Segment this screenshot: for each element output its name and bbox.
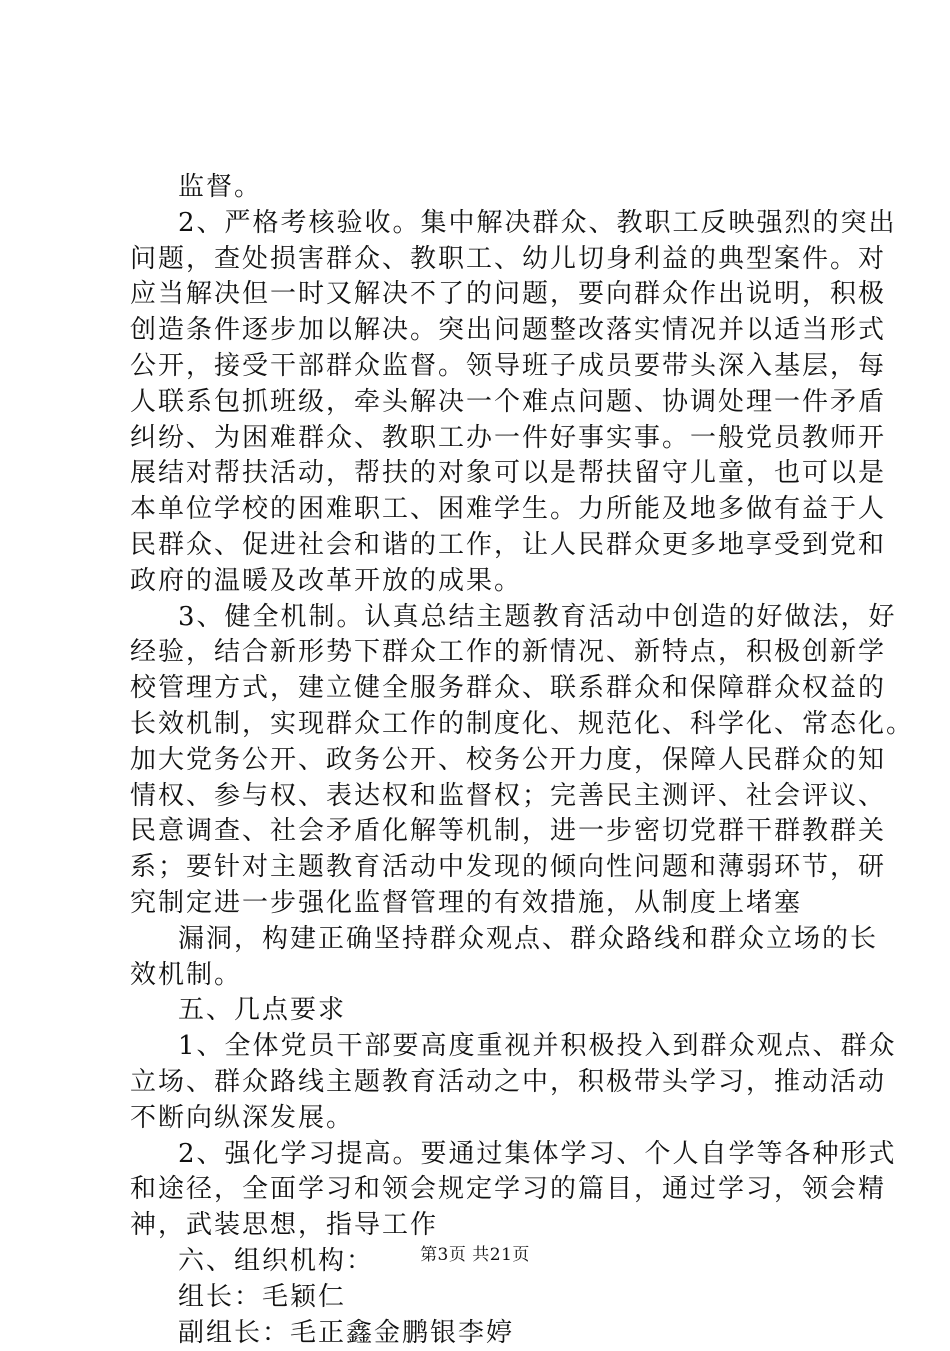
text-line: 人联系包抓班级，牵头解决一个难点问题、协调处理一件矛盾 — [130, 385, 850, 421]
text-line: 2、强化学习提高。要通过集体学习、个人自学等各种形式 — [130, 1137, 850, 1173]
text-line: 组长：毛颖仁 — [130, 1280, 850, 1316]
text-line: 问题，查处损害群众、教职工、幼儿切身利益的典型案件。对 — [130, 242, 850, 278]
text-line: 展结对帮扶活动，帮扶的对象可以是帮扶留守儿童，也可以是 — [130, 456, 850, 492]
text-line: 创造条件逐步加以解决。突出问题整改落实情况并以适当形式 — [130, 313, 850, 349]
text-line: 校管理方式，建立健全服务群众、联系群众和保障群众权益的 — [130, 671, 850, 707]
text-line: 政府的温暖及改革开放的成果。 — [130, 564, 850, 600]
text-line: 和途径，全面学习和领会规定学习的篇目，通过学习，领会精 — [130, 1172, 850, 1208]
text-line: 1、全体党员干部要高度重视并积极投入到群众观点、群众 — [130, 1029, 850, 1065]
text-line: 应当解决但一时又解决不了的问题，要向群众作出说明，积极 — [130, 277, 850, 313]
text-line: 本单位学校的困难职工、困难学生。力所能及地多做有益于人 — [130, 492, 850, 528]
text-line: 副组长：毛正鑫金鹏银李婷 — [130, 1316, 850, 1351]
text-line: 经验，结合新形势下群众工作的新情况、新特点，积极创新学 — [130, 635, 850, 671]
text-line: 民群众、促进社会和谐的工作，让人民群众更多地享受到党和 — [130, 528, 850, 564]
text-line: 纠纷、为困难群众、教职工办一件好事实事。一般党员教师开 — [130, 421, 850, 457]
text-line: 效机制。 — [130, 958, 850, 994]
text-line: 系；要针对主题教育活动中发现的倾向性问题和薄弱环节，研 — [130, 850, 850, 886]
text-line: 神，武装思想，指导工作 — [130, 1208, 850, 1244]
text-line: 长效机制，实现群众工作的制度化、规范化、科学化、常态化。 — [130, 707, 850, 743]
text-line: 情权、参与权、表达权和监督权；完善民主测评、社会评议、 — [130, 779, 850, 815]
text-line: 漏洞，构建正确坚持群众观点、群众路线和群众立场的长 — [130, 922, 850, 958]
text-line: 2、严格考核验收。集中解决群众、教职工反映强烈的突出 — [130, 206, 850, 242]
section-heading: 六、组织机构： — [130, 1244, 850, 1280]
text-line: 立场、群众路线主题教育活动之中，积极带头学习，推动活动 — [130, 1065, 850, 1101]
section-heading: 五、几点要求 — [130, 993, 850, 1029]
document-body — [130, 170, 850, 1351]
text-line: 加大党务公开、政务公开、校务公开力度，保障人民群众的知 — [130, 743, 850, 779]
text-line: 民意调查、社会矛盾化解等机制，进一步密切党群干群教群关 — [130, 814, 850, 850]
page-number-footer: 第3页 共21页 — [0, 1240, 950, 1265]
text-line: 不断向纵深发展。 — [130, 1101, 850, 1137]
text-line: 究制定进一步强化监督管理的有效措施，从制度上堵塞 — [130, 886, 850, 922]
text-line: 监督。 — [130, 170, 850, 206]
text-line: 3、健全机制。认真总结主题教育活动中创造的好做法，好 — [130, 600, 850, 636]
text-line: 公开，接受干部群众监督。领导班子成员要带头深入基层，每 — [130, 349, 850, 385]
